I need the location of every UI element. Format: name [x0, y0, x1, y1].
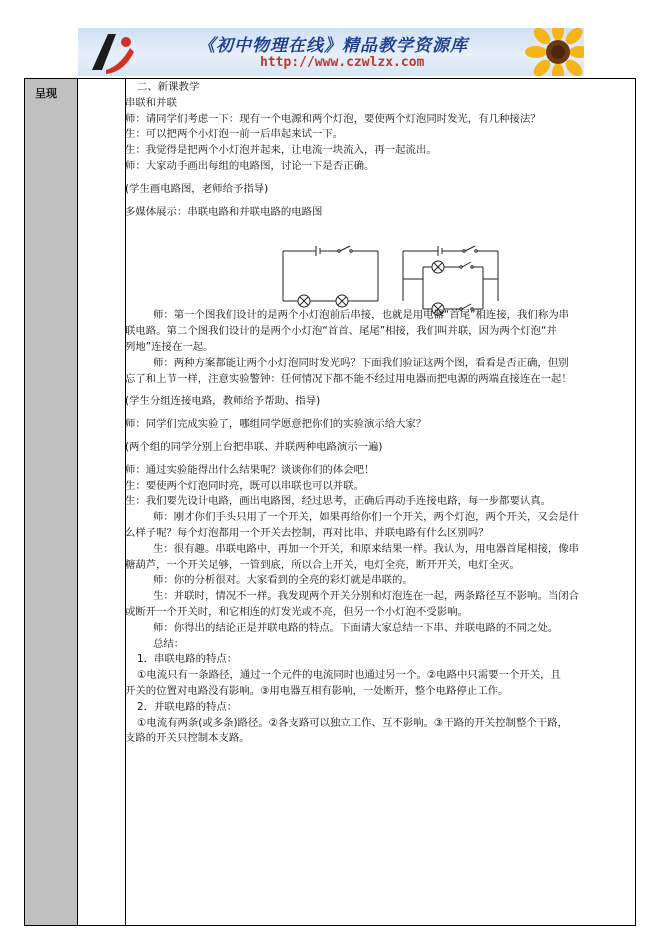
- lesson-content: [125, 80, 632, 747]
- text-line: 生：并联时，情况不一样。我发现两个开关分别和灯泡连在一起，两条路径互不影响。当闭合: [153, 590, 580, 603]
- text-line: 生：我们要先设计电路，画出电路图，经过思考，正确后再动手连接电路，每一步都要认真。: [125, 495, 552, 508]
- text-line: 师：两种方案都能让两个小灯泡同时发光吗？下面我们验证这两个图，看看是否正确，但别: [153, 356, 569, 369]
- text-line: 糖葫芦，一个开关足够，一管到底，所以合上开关，电灯全亮，断开开关，电灯全灭。: [125, 558, 520, 571]
- summary-item-heading: 1．串联电路的特点：: [137, 653, 238, 666]
- label-column: [25, 79, 78, 925]
- section-heading: 二、新课教学: [137, 81, 200, 93]
- text-line: 生：要使两个灯泡同时亮，既可以串联也可以并联。: [125, 479, 364, 492]
- text-line: (两个组的同学分别上台把串联、并联两种电路演示一遍): [125, 440, 383, 453]
- text-line: 师：大家动手画出每组的电路图，讨论一下是否正确。: [125, 159, 375, 172]
- text-line: 生：很有趣。串联电路中，再加一个开关，和原来结果一样。我认为，用电器首尾相接，像串: [153, 542, 580, 555]
- text-line: 师：请同学们考虑一下：现有一个电源和两个灯泡，要使两个灯泡同时发光，有几种接法？: [125, 112, 541, 125]
- text-line: 师：通过实验能得出什么结果呢？谈谈你们的体会吧！: [125, 463, 375, 476]
- banner-title: 《初中物理在线》精品教学资源库: [198, 36, 468, 56]
- text-line: 列地”连接在一起。: [125, 340, 214, 353]
- text-line: 开关的位置对电路没有影响。③用电器互相有影响，一处断开，整个电路停止工作。: [125, 684, 509, 697]
- text-line: (学生分组连接电路，教师给予帮助、指导): [125, 395, 321, 408]
- header-banner: [78, 28, 584, 76]
- sunflower-icon: [518, 28, 584, 76]
- circuit-diagrams: [278, 237, 508, 317]
- text-line: 生：我觉得是把两个小灯泡并起来，让电流一块流入，再一起流出。: [125, 144, 437, 157]
- text-line: 联电路。第二个图我们设计的是两个小灯泡“首首、尾尾”相接，我们叫并联，因为两个灯泡“并: [125, 325, 557, 338]
- summary-heading: 总结：: [153, 637, 185, 650]
- text-line: 么样子呢？每个灯泡都用一个开关去控制，再对比串、并联电路有什么区别吗？: [125, 526, 489, 539]
- text-line: 生：可以把两个小灯泡一前一后串起来试一下。: [125, 128, 344, 141]
- text-line: 或断开一个开关时，和它相连的灯发光或不亮，但另一个小灯泡不受影响。: [125, 605, 468, 618]
- row-label: 呈现: [35, 87, 57, 100]
- text-line: 师：第一个图我们设计的是两个小灯泡前后串接，也就是用电器“首尾”相连接，我们称为串: [153, 309, 569, 322]
- banner-url: http://www.czwlzx.com: [260, 55, 425, 70]
- text-line: 串联和并联: [125, 96, 177, 109]
- summary-item-heading: 2．并联电路的特点：: [137, 700, 238, 713]
- logo-icon: [86, 30, 138, 74]
- blank-column: [78, 79, 126, 925]
- text-line: 师：刚才你们手头只用了一个开关，如果再给你们一个开关，两个灯泡，两个开关，又会是什: [153, 511, 580, 524]
- text-line: 忘了和上节一样，注意实验警钟：任何情况下都不能不经过用电器而把电源的两端直接连在一起！: [125, 372, 572, 385]
- text-line: 多媒体展示：串联电路和并联电路的电路图: [125, 205, 323, 218]
- parallel-circuit-diagram: [403, 246, 498, 315]
- text-line: 师：你的分析很对。大家看到的全亮的彩灯就是串联的。: [153, 574, 413, 587]
- series-circuit-diagram: [283, 246, 378, 307]
- text-line: 支路的开关只控制本支路。: [125, 732, 250, 745]
- text-line: (学生画电路图，老师给予指导): [125, 182, 269, 195]
- text-line: ①电流只有一条路径，通过一个元件的电流同时也通过另一个。②电路中只需要一个开关，且: [137, 669, 561, 682]
- text-line: 师：同学们完成实验了，哪组同学愿意把你们的实验演示给大家？: [125, 418, 427, 431]
- text-line: 师：你得出的结论正是并联电路的特点。下面请大家总结一下串、并联电路的不同之处。: [153, 621, 559, 634]
- text-line: ①电流有两条(或多条)路径。②各支路可以独立工作、互不影响。③干路的开关控制整个干路，: [137, 716, 568, 729]
